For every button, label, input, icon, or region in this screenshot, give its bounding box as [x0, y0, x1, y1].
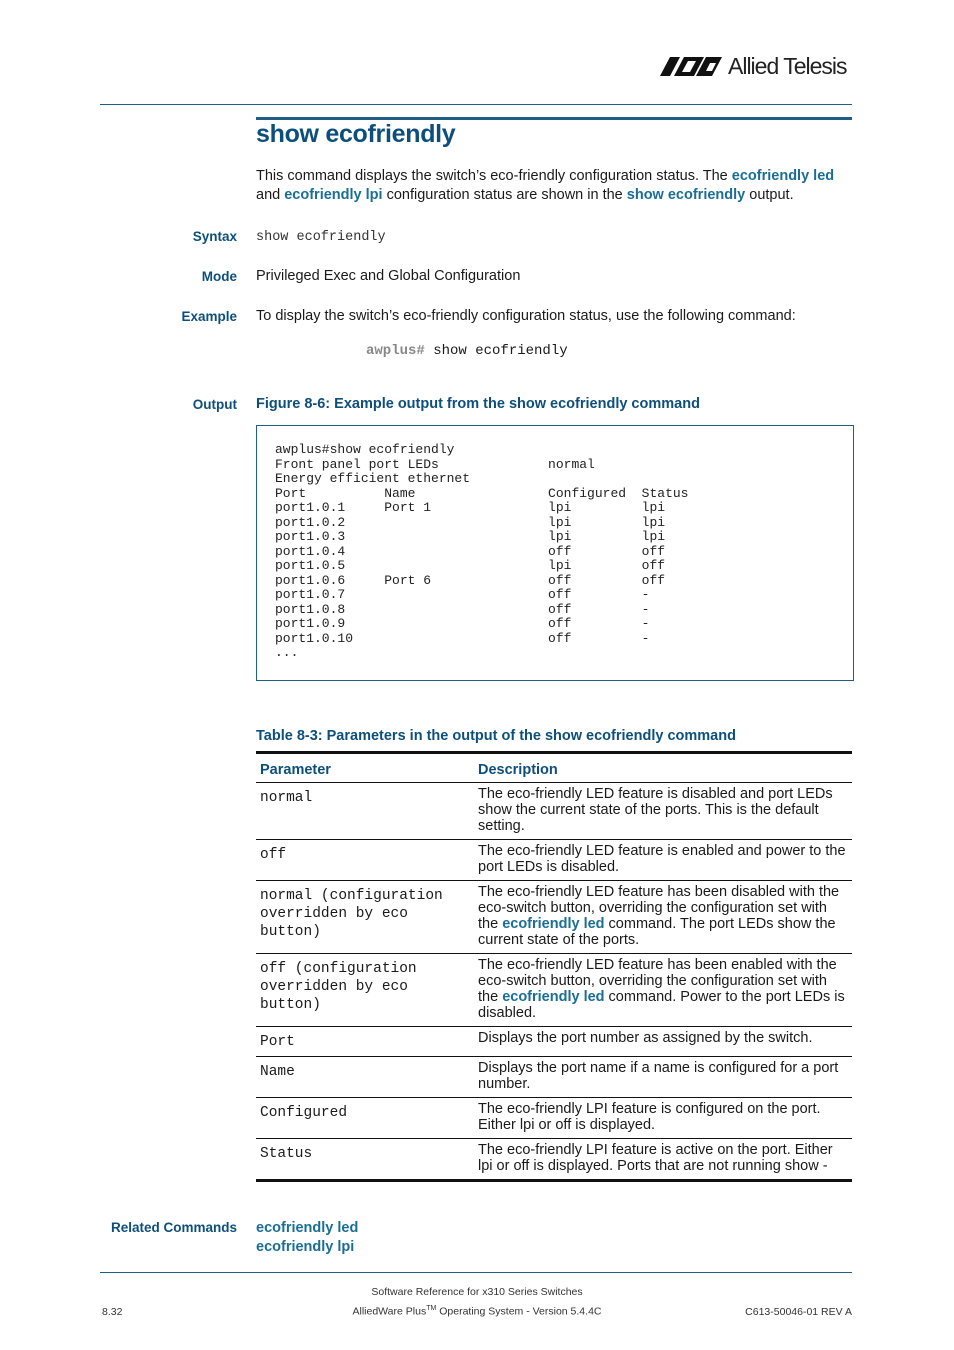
table-row: [256, 1057, 852, 1098]
desc-cell: Displays the port name if a name is configured for a port number.: [474, 1057, 852, 1098]
param-cell: Status: [260, 1146, 313, 1162]
link-ecofriendly-led[interactable]: ecofriendly led: [502, 989, 605, 1005]
command-text: show ecofriendly: [433, 343, 568, 359]
param-cell: normal: [256, 783, 474, 840]
table-row: [256, 954, 852, 1027]
related-commands-label: Related Commands: [110, 1220, 237, 1235]
related-link-ecofriendly-lpi[interactable]: ecofriendly lpi: [256, 1239, 355, 1255]
footer-os-version: Operating System - Version 5.4.4C: [436, 1305, 602, 1318]
desc-cell: The eco-friendly LED feature is disabled and port LEDs show the current state of the ports. This is the default setting.: [474, 783, 852, 840]
intro-text: and: [256, 187, 285, 203]
desc-cell: The eco-friendly LPI feature is active on the port. Either lpi or off is displayed. Ports that are not running show -: [478, 1142, 833, 1174]
mode-label: Mode: [201, 269, 237, 284]
document-id: C613-50046-01 REV A: [745, 1306, 852, 1318]
link-show-ecofriendly[interactable]: show ecofriendly: [626, 187, 746, 203]
desc-cell: [474, 881, 852, 954]
desc-cell: Displays the port number as assigned by the switch.: [474, 1027, 852, 1057]
table-row: [256, 783, 852, 840]
table-row: [256, 881, 852, 954]
mode-value: Privileged Exec and Global Configuration: [256, 268, 521, 284]
output-box: [256, 425, 854, 681]
param-cell: off (configuration overridden by eco button): [256, 954, 474, 1027]
figure-caption: Figure 8-6: Example output from the show ecofriendly command: [256, 396, 700, 412]
command-prompt: awplus#: [366, 343, 425, 359]
footer-trademark: TM: [426, 1305, 437, 1312]
header-rule: [100, 104, 852, 105]
link-ecofriendly-led[interactable]: ecofriendly led: [502, 916, 605, 932]
output-label: Output: [192, 397, 237, 412]
param-cell: off: [256, 840, 474, 881]
table-row: [256, 1139, 852, 1181]
intro-text: This command displays the switch’s eco-friendly configuration status. The: [256, 168, 732, 184]
param-cell: Configured: [256, 1098, 474, 1139]
desc-text: command. The port LEDs show the current state of the ports.: [478, 916, 836, 948]
example-text: To display the switch’s eco-friendly configuration status, use the following command:: [256, 308, 796, 324]
param-cell: Name: [256, 1057, 474, 1098]
table-row: [256, 1098, 852, 1139]
footer-rule: [100, 1272, 852, 1273]
table-header-row: [256, 753, 852, 783]
desc-cell: [474, 954, 852, 1027]
table-caption: Table 8-3: Parameters in the output of the show ecofriendly command: [256, 728, 736, 744]
param-cell: Port: [256, 1027, 474, 1057]
desc-cell: The eco-friendly LPI feature is configured on the port. Either lpi or off is displayed.: [474, 1098, 852, 1139]
desc-text: The eco-friendly LED feature has been disabled with the eco-switch button, overriding the configuration set with the: [478, 884, 840, 932]
related-commands-list: [256, 1219, 358, 1257]
brand-name: Allied Telesis: [728, 52, 847, 79]
syntax-value: show ecofriendly: [256, 230, 386, 245]
link-ecofriendly-led[interactable]: ecofriendly led: [731, 168, 835, 184]
page-number: 8.32: [102, 1306, 123, 1318]
header-parameter: Parameter: [256, 753, 474, 783]
desc-cell: The eco-friendly LED feature is enabled and power to the port LEDs is disabled.: [474, 840, 852, 881]
allied-telesis-logo: [660, 50, 856, 82]
desc-text: command. Power to the port LEDs is disabled.: [478, 989, 845, 1021]
related-link-ecofriendly-led[interactable]: ecofriendly led: [256, 1220, 359, 1236]
header-description: Description: [474, 753, 852, 783]
table-row: [256, 1027, 852, 1057]
intro-text: output.: [745, 187, 794, 203]
syntax-label: Syntax: [192, 229, 237, 244]
example-command: [366, 343, 568, 359]
link-ecofriendly-lpi[interactable]: ecofriendly lpi: [284, 187, 383, 203]
table-row: [256, 840, 852, 881]
page-title: show ecofriendly: [256, 120, 456, 148]
footer-product: AlliedWare Plus: [352, 1305, 427, 1318]
param-cell: normal (configuration overridden by eco button): [256, 881, 474, 954]
footer-title: Software Reference for x310 Series Switches: [371, 1286, 583, 1298]
intro-text: configuration status are shown in the: [382, 187, 627, 203]
footer-version: [300, 1305, 654, 1318]
command-output: awplus#show ecofriendly Front panel port LEDs normal Energy efficient ethernet Port Name Configured Status port1.0.1 Port 1 lpi lpi port1.0.2 lpi lpi port1.0.3 lpi lpi port1.0.4 off off port1.0.5 lpi off port1.0.6 Port 6 off off port1.0.7 off - port1.0.8 off - port1.0.9 off - port1.0.10 off - ...: [275, 442, 689, 660]
parameters-table: [256, 751, 852, 1182]
desc-text: The eco-friendly LED feature has been enabled with the eco-switch button, overriding the configuration set with the: [478, 957, 837, 1005]
intro-paragraph: [256, 167, 856, 205]
example-label: Example: [181, 309, 237, 324]
logo-mark-icon: [660, 55, 724, 77]
